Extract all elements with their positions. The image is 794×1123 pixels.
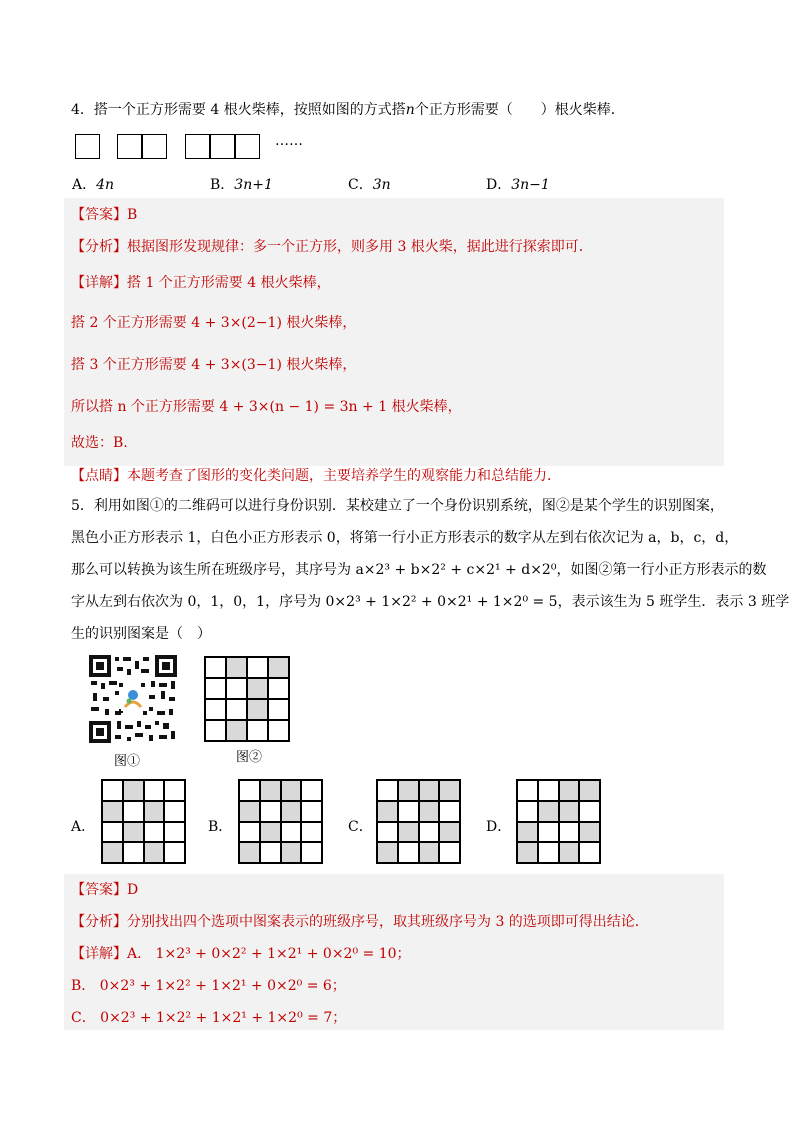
grid-cell (102, 822, 123, 843)
grid-cell (260, 780, 281, 801)
grid-cell (398, 780, 419, 801)
q5-option-c-grid[interactable] (376, 779, 461, 864)
grid-cell (301, 822, 322, 843)
q4-stem-part1: 4．搭一个正方形需要 4 根火柴棒，按照如图的方式搭 (71, 102, 406, 118)
grid-cell (268, 678, 289, 699)
grid-cell (268, 720, 289, 741)
one-square-figure (75, 134, 100, 159)
grid-cell (268, 657, 289, 678)
grid-cell (205, 720, 226, 741)
q5-option-d-grid[interactable] (516, 779, 601, 864)
grid-cell (439, 780, 460, 801)
q5-option-b-grid[interactable] (238, 779, 323, 864)
q4-detail-line-2: 搭 2 个正方形需要 4 + 3×(2−1) 根火柴棒， (71, 315, 357, 331)
grid-cell (517, 822, 538, 843)
grid-cell (538, 822, 559, 843)
grid-cell (559, 842, 580, 863)
grid-cell (377, 822, 398, 843)
q5-detail-line-3: C． 0×2³ + 1×2² + 1×2¹ + 1×2⁰ = 7； (71, 1010, 347, 1026)
grid-cell (377, 780, 398, 801)
grid-cell (226, 699, 247, 720)
q5-option-b-label: B． (208, 819, 233, 835)
grid-cell (247, 657, 268, 678)
figure-2-grid (204, 656, 290, 742)
grid-cell (281, 842, 302, 863)
grid-cell (439, 822, 460, 843)
grid-cell (419, 842, 440, 863)
grid-cell (164, 842, 185, 863)
q5-option-d-label: D． (486, 819, 512, 835)
qr-code-image (89, 655, 177, 743)
q5-analysis: 【分析】分别找出四个选项中图案表示的班级序号，取其班级序号为 3 的选项即可得出结论． (71, 914, 649, 930)
grid-cell (377, 801, 398, 822)
q5-detail-line-2: B． 0×2³ + 1×2² + 1×2¹ + 0×2⁰ = 6； (71, 978, 346, 994)
q4-detail-line-1: 【详解】搭 1 个正方形需要 4 根火柴棒， (71, 275, 331, 291)
grid-cell (281, 801, 302, 822)
grid-cell (268, 699, 289, 720)
grid-cell (538, 801, 559, 822)
grid-cell (419, 801, 440, 822)
grid-cell (517, 842, 538, 863)
grid-cell (102, 801, 123, 822)
grid-cell (164, 822, 185, 843)
grid-cell (398, 822, 419, 843)
grid-cell (205, 699, 226, 720)
grid-cell (144, 801, 165, 822)
q4-stem-part2: 个正方形需要（ ）根火柴棒． (414, 102, 625, 118)
figure-2-caption: 图② (236, 750, 263, 765)
q4-option-d[interactable]: D．3n−1 (486, 177, 550, 193)
grid-cell (260, 822, 281, 843)
q4-detail-line-4: 所以搭 n 个正方形需要 4 + 3×(n − 1) = 3n + 1 根火柴棒， (71, 399, 462, 415)
figure-1-caption: 图① (114, 754, 141, 769)
grid-cell (281, 780, 302, 801)
grid-cell (239, 780, 260, 801)
two-square-figure-1 (117, 134, 142, 159)
grid-cell (419, 780, 440, 801)
q5-stem-line-4: 字从左到右依次为 0，1，0，1，序号为 0×2³ + 1×2² + 0×2¹ + 1×2⁰ = 5，表示该生为 5 班学生．表示 3 班学 (71, 594, 790, 610)
q4-detail-line-3: 搭 3 个正方形需要 4 + 3×(3−1) 根火柴棒， (71, 357, 357, 373)
grid-cell (144, 842, 165, 863)
grid-cell (281, 822, 302, 843)
q4-option-c[interactable]: C．3n (348, 177, 391, 193)
grid-cell (439, 842, 460, 863)
grid-cell (144, 780, 165, 801)
grid-cell (226, 657, 247, 678)
two-square-figure-2 (142, 134, 167, 159)
q5-stem-line-5: 生的识别图案是（ ） (71, 626, 211, 642)
grid-cell (559, 822, 580, 843)
grid-cell (123, 822, 144, 843)
q4-comment: 【点睛】本题考查了图形的变化类问题，主要培养学生的观察能力和总结能力． (71, 468, 561, 484)
grid-cell (102, 780, 123, 801)
grid-cell (260, 842, 281, 863)
q4-stem-n: n (405, 102, 415, 118)
qr-code-graphic (89, 655, 177, 743)
q4-detail-line-5: 故选：B. (71, 435, 128, 451)
grid-cell (579, 801, 600, 822)
q4-analysis: 【分析】根据图形发现规律：多一个正方形，则多用 3 根火柴，据此进行探索即可． (71, 239, 593, 255)
grid-cell (102, 842, 123, 863)
q4-answer: 【答案】B (71, 207, 138, 223)
q4-option-b[interactable]: B．3n+1 (210, 177, 273, 193)
grid-cell (247, 678, 268, 699)
grid-cell (419, 822, 440, 843)
grid-cell (559, 780, 580, 801)
grid-cell (123, 780, 144, 801)
grid-cell (301, 801, 322, 822)
three-square-figure-2 (210, 134, 235, 159)
grid-cell (226, 720, 247, 741)
q5-stem-line-2: 黑色小正方形表示 1，白色小正方形表示 0，将第一行小正方形表示的数字从左到右依次记为 a，b，c，d， (71, 530, 739, 546)
grid-cell (398, 842, 419, 863)
q5-answer: 【答案】D (71, 882, 139, 898)
three-square-figure-3 (235, 134, 260, 159)
grid-cell (123, 842, 144, 863)
grid-cell (205, 678, 226, 699)
grid-cell (205, 657, 226, 678)
grid-cell (260, 801, 281, 822)
grid-cell (123, 801, 144, 822)
q5-option-a-grid[interactable] (101, 779, 186, 864)
q4-option-a[interactable]: A．4n (72, 177, 115, 193)
q4-stem (71, 100, 625, 120)
grid-cell (301, 842, 322, 863)
three-square-figure-1 (185, 134, 210, 159)
grid-cell (239, 822, 260, 843)
grid-cell (439, 801, 460, 822)
q5-option-a-label: A． (71, 819, 96, 835)
grid-cell (226, 678, 247, 699)
grid-cell (579, 780, 600, 801)
grid-cell (579, 842, 600, 863)
grid-cell (164, 780, 185, 801)
grid-cell (377, 842, 398, 863)
grid-cell (164, 801, 185, 822)
grid-cell (247, 699, 268, 720)
grid-cell (398, 801, 419, 822)
continuation-dots: …… (275, 133, 303, 149)
q5-stem-line-1: 5．利用如图①的二维码可以进行身份识别．某校建立了一个身份识别系统，图②是某个学生的识别图案， (71, 498, 724, 514)
q5-detail-line-1: 【详解】A． 1×2³ + 0×2² + 1×2¹ + 0×2⁰ = 10； (71, 946, 411, 962)
q5-stem-line-3: 那么可以转换为该生所在班级序号，其序号为 a×2³ + b×2² + c×2¹ + d×2⁰，如图②第一行小正方形表示的数 (71, 562, 767, 578)
grid-cell (559, 801, 580, 822)
grid-cell (144, 822, 165, 843)
grid-cell (239, 801, 260, 822)
grid-cell (517, 780, 538, 801)
grid-cell (579, 822, 600, 843)
grid-cell (538, 780, 559, 801)
grid-cell (301, 780, 322, 801)
grid-cell (239, 842, 260, 863)
grid-cell (538, 842, 559, 863)
grid-cell (247, 720, 268, 741)
grid-cell (517, 801, 538, 822)
q5-option-c-label: C． (348, 819, 373, 835)
